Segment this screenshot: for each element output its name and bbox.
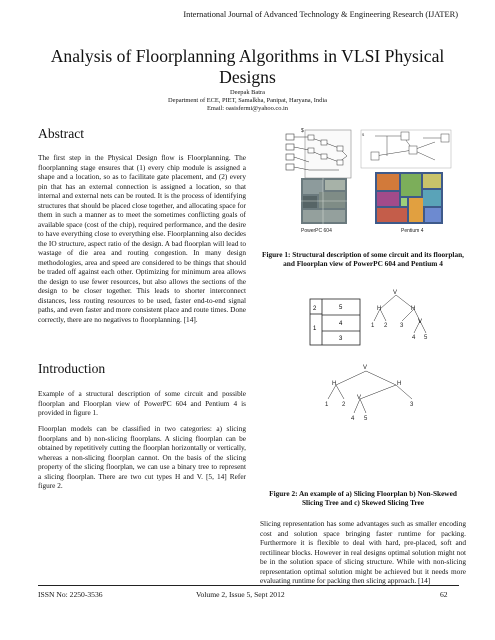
author-block	[100, 89, 395, 113]
svg-text:4: 4	[412, 335, 416, 341]
floorplan-block-5: 5	[339, 305, 343, 311]
figure-1-caption: Figure 1: Structural description of some circuit and its floorplan, and Floorplan view of PowerPC 604 and Pentium 4	[261, 250, 464, 269]
pentium-label: Pentium 4	[401, 228, 424, 234]
svg-text:V: V	[393, 290, 398, 296]
pentium-4-die-image	[375, 172, 443, 224]
svg-text:$: $	[301, 128, 304, 134]
figure-2-graphic	[302, 283, 430, 481]
figure-1	[283, 126, 455, 236]
skewed-slicing-tree	[328, 371, 412, 413]
svg-text:H: H	[397, 381, 402, 387]
journal-header: International Journal of Advanced Technology & Engineering Research (IJATER)	[183, 10, 458, 19]
footer-divider	[38, 585, 459, 586]
powerpc-label: PowerPC 604	[301, 228, 332, 234]
floorplan-block-4: 4	[339, 321, 343, 327]
svg-text:V: V	[363, 365, 368, 371]
powerpc-604-die-image	[301, 178, 347, 224]
intro-paragraph-1: Example of a structural description of some circuit and possible floorplan and Floorplan view of PowerPC 604 and Pentium 4 is provided in figure 1.	[38, 389, 246, 417]
svg-text:V: V	[357, 395, 362, 401]
svg-text:4: 4	[351, 416, 355, 422]
author-affiliation: Department of ECE, PIET, Samalkha, Panipat, Haryana, India	[168, 97, 327, 105]
floorplan-block-1: 1	[313, 326, 317, 332]
figure-2	[302, 283, 430, 481]
svg-text:H: H	[377, 306, 382, 312]
author-name: Deepak Batra	[230, 89, 265, 96]
introduction-heading: Introduction	[38, 361, 106, 376]
paper-title: Analysis of Floorplanning Algorithms in VLSI Physical Designs	[50, 46, 445, 87]
svg-text:H: H	[411, 306, 416, 312]
slicing-floorplan	[310, 299, 360, 345]
circuit-structure-diagram	[286, 128, 351, 178]
abstract-text: The first step in the Physical Design flow is Floorplanning. The floorplanning stage ensures that (1) every chip module is assigned a shape and a location, so as to facilitate gate placement, and (2) every pin that has an external connection is assigned a location, so that internal and external nets can be routed. It is the process of identifying structures that should be placed close together, and allocating space for them in such a manner as to meet the sometimes conflicting goals of available space (cost of the chip), required performance, and the desire to have everything close to everything else. Floorplanning also decides the IO structure, aspect ratio of the design. A bad floorplan will lead to wastage of die area and routing congestion. In many design methodologies, area and speed are considered to be things that should be traded off against each other. Optimizing for minimum area allows the design to use fewer resources, but also allows the sections of the design to be closer together. This leads to shorter interconnect distances, less routing resources to be used, faster end-to-end signal paths, and even faster and more consistent place and route times. Done correctly, there are no negatives to floorplanning. [14].	[38, 153, 246, 324]
right-column-paragraph: Slicing representation has some advantages such as smaller encoding cost and solution space bringing faster runtime for packing. Furthermore it is flexible to deal with hard, pre-placed, soft and rectilinear blocks. However in real designs optimal solution might not be in the solution space of slicing structure. While with non-slicing representation optimal solution might be achieved but it needs more evaluating runtime for packing then slicing approach. [14]	[260, 519, 466, 585]
intro-paragraph-2: Floorplan models can be classified in two categories: a) slicing floorplans and b) non-slicing floorplans. A slicing floorplan can be obtained by repetitively cutting the floorplan horizontally or vertically, whereas a non-slicing floorplan cannot. On the basis of the slicing property of the slicing floorplan, we can use a binary tree to represent a slicing floorplan. There are two cut types H and V. [5, 14] Refer figure 2.	[38, 424, 246, 490]
svg-text:V: V	[418, 319, 423, 325]
svg-text:3: 3	[400, 323, 404, 329]
figure-1-graphic	[283, 126, 455, 236]
floorplan-block-3: 3	[339, 336, 343, 342]
svg-text:1: 1	[371, 323, 375, 329]
svg-text:s: s	[362, 132, 365, 137]
svg-text:5: 5	[424, 335, 428, 341]
svg-text:5: 5	[364, 416, 368, 422]
floorplan-graph-diagram	[361, 130, 451, 168]
svg-text:3: 3	[410, 402, 414, 408]
footer-page-number: 62	[440, 590, 448, 599]
footer-volume: Volume 2, Issue 5, Sept 2012	[196, 590, 285, 599]
svg-text:2: 2	[342, 402, 346, 408]
svg-text:2: 2	[384, 323, 388, 329]
author-email: Email: oasisfermi@yahoo.co.in	[207, 105, 288, 113]
svg-text:1: 1	[325, 402, 329, 408]
floorplan-block-2: 2	[313, 306, 317, 312]
skewed-tree-labels	[325, 365, 414, 422]
svg-text:H: H	[332, 381, 337, 387]
figure-2-caption: Figure 2: An example of a) Slicing Floorplan b) Non-Skewed Slicing Tree and c) Skewed Slicing Tree	[269, 489, 457, 508]
abstract-heading: Abstract	[38, 126, 85, 141]
footer-issn: ISSN No: 2250-3536	[38, 590, 103, 599]
